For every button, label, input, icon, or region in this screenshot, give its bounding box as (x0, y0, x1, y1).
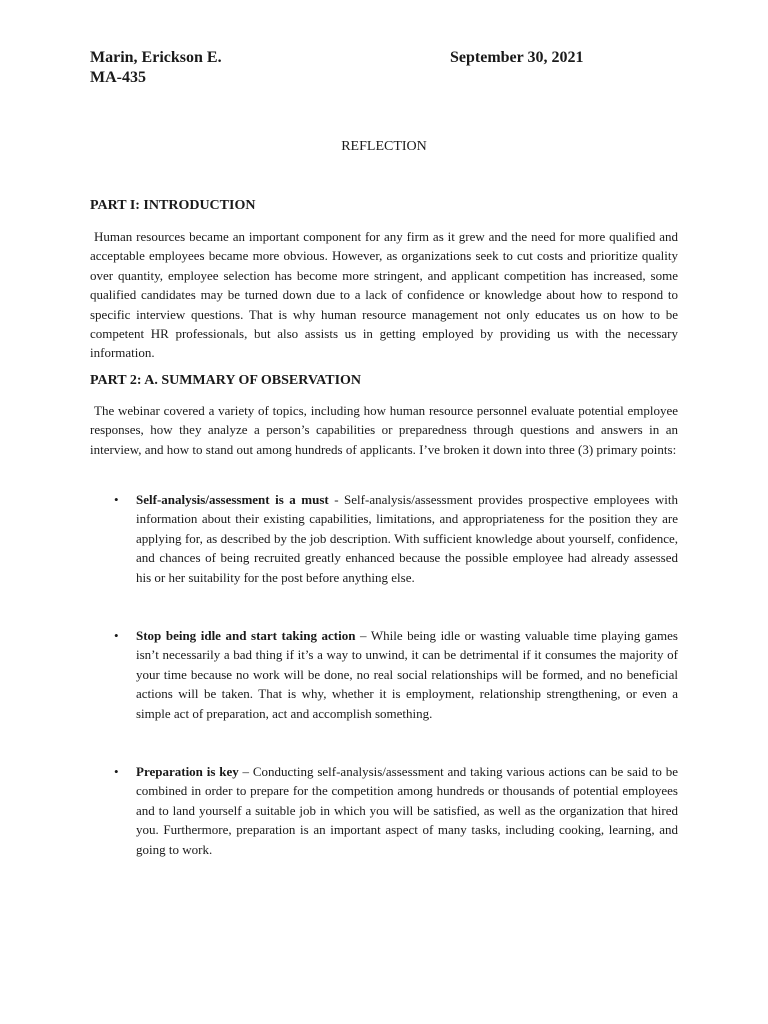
bullet-body: – While being idle or wasting valuable time playing games isn’t necessarily a bad thing if it’s a way to unwind, it can be detrimental if it consumes the majority of your time because no work will be done, no real social relationships will be formed, and no beneficial actions will be taken. That is why, whether it is employment, relationship strengthening, or even a simple act of preparation, act and accomplish something. (136, 628, 678, 721)
part1-paragraph: Human resources became an important component for any firm as it grew and the need for more qualified and acceptable employees became more obvious. However, as organizations seek to cut costs and prioritize quality over quantity, employee selection has become more stringent, and applicant competition has increased, some qualified candidates may be turned down due to a lack of confidence or knowledge about how to respond to specific interview questions. That is why human resource management not only educates us on how to be competent HR professionals, but also assists us in getting employed by providing us with the necessary information. (90, 229, 678, 361)
part2-paragraph: The webinar covered a variety of topics, including how human resource personnel evaluate potential employee responses, how they analyze a person’s capabilities or preparedness through questions and answers in an interview, and how to stand out among hundreds of applicants. I’ve broken it down into three (3) primary points: (90, 403, 678, 457)
bullet-text (136, 626, 678, 723)
bullet-text (136, 490, 678, 587)
part2-heading: PART 2: A. SUMMARY OF OBSERVATION (90, 373, 362, 388)
bullet-lead: Self-analysis/assessment is a must (136, 492, 329, 507)
document-date: September 30, 2021 (450, 49, 584, 66)
bullet-body: - Self-analysis/assessment provides prospective employees with information about their existing capabilities, limitations, and appropriateness for the position they are applying for, as described by the job description. With sufficient knowledge about yourself, confidence, and chances of being recruited greatly enhanced because the possible employee had already assessed his or her suitability for the post before anything else. (136, 492, 678, 585)
bullet-body: – Conducting self-analysis/assessment and taking various actions can be said to be combined in order to prepare for the competition among hundreds or thousands of potential employees and to land yourself a suitable job in which you will be satisfied, as well as the organization that hired you. Furthermore, preparation is an important aspect of many tasks, including cooking, learning, and going to work. (136, 764, 678, 857)
bullet-lead: Stop being idle and start taking action (136, 628, 356, 643)
author-name: Marin, Erickson E. (90, 49, 222, 66)
bullet-icon: • (114, 492, 119, 507)
part1-heading: PART I: INTRODUCTION (90, 198, 256, 213)
bullet-text (136, 762, 678, 859)
course-code: MA-435 (90, 69, 146, 86)
bullet-lead: Preparation is key (136, 764, 239, 779)
bullet-icon: • (114, 764, 119, 779)
document-title: REFLECTION (341, 139, 427, 154)
bullet-icon: • (114, 628, 119, 643)
